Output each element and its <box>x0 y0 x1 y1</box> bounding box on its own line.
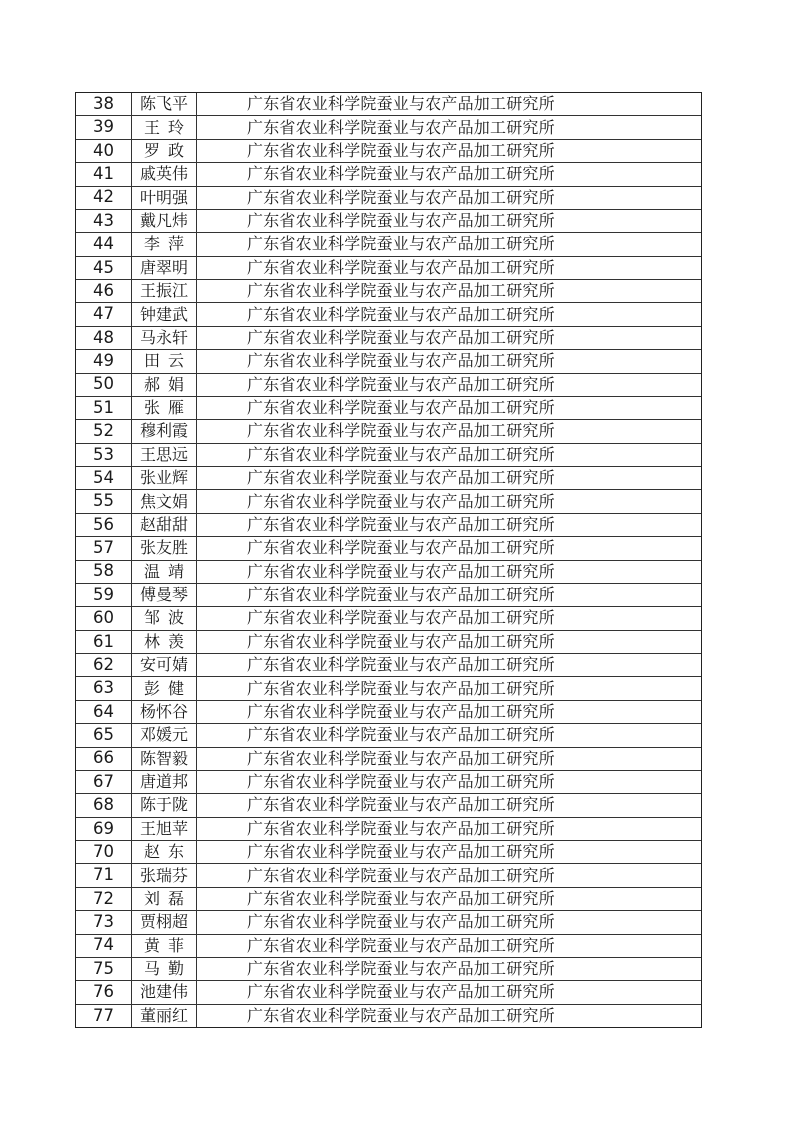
table-row <box>76 911 701 934</box>
row-number: 66 <box>76 748 132 770</box>
organization: 广东省农业科学院蚕业与农产品加工研究所 <box>247 234 555 254</box>
organization: 广东省农业科学院蚕业与农产品加工研究所 <box>247 912 555 932</box>
person-name: 贾栩超 <box>132 911 197 933</box>
organization: 广东省农业科学院蚕业与农产品加工研究所 <box>247 374 555 394</box>
person-name: 张友胜 <box>132 537 197 559</box>
row-number: 77 <box>76 1005 132 1027</box>
organization: 广东省农业科学院蚕业与农产品加工研究所 <box>247 304 555 324</box>
person-name: 林 羡 <box>132 631 197 653</box>
person-name: 张瑞芬 <box>132 864 197 886</box>
organization: 广东省农业科学院蚕业与农产品加工研究所 <box>247 281 555 301</box>
person-name: 王旭苹 <box>132 818 197 840</box>
organization: 广东省农业科学院蚕业与农产品加工研究所 <box>247 164 555 184</box>
organization: 广东省农业科学院蚕业与农产品加工研究所 <box>247 748 555 768</box>
organization: 广东省农业科学院蚕业与农产品加工研究所 <box>247 444 555 464</box>
table-row <box>76 374 701 397</box>
row-number: 54 <box>76 467 132 489</box>
row-number: 57 <box>76 537 132 559</box>
person-name: 张 雁 <box>132 397 197 419</box>
person-name: 钟建武 <box>132 303 197 325</box>
organization: 广东省农业科学院蚕业与农产品加工研究所 <box>247 772 555 792</box>
row-number: 71 <box>76 864 132 886</box>
organization: 广东省农业科学院蚕业与农产品加工研究所 <box>247 327 555 347</box>
row-number: 67 <box>76 771 132 793</box>
organization: 广东省农业科学院蚕业与农产品加工研究所 <box>247 725 555 745</box>
organization: 广东省农业科学院蚕业与农产品加工研究所 <box>247 117 555 137</box>
table-row <box>76 654 701 677</box>
row-number: 63 <box>76 677 132 699</box>
organization: 广东省农业科学院蚕业与农产品加工研究所 <box>247 398 555 418</box>
row-number: 59 <box>76 584 132 606</box>
organization: 广东省农业科学院蚕业与农产品加工研究所 <box>247 865 555 885</box>
organization: 广东省农业科学院蚕业与农产品加工研究所 <box>247 655 555 675</box>
row-number: 43 <box>76 210 132 232</box>
row-number: 46 <box>76 280 132 302</box>
organization: 广东省农业科学院蚕业与农产品加工研究所 <box>247 935 555 955</box>
person-name: 黄 菲 <box>132 935 197 957</box>
row-number: 73 <box>76 911 132 933</box>
roster-table <box>75 92 702 1028</box>
row-number: 69 <box>76 818 132 840</box>
organization: 广东省农业科学院蚕业与农产品加工研究所 <box>247 585 555 605</box>
person-name: 马 勤 <box>132 958 197 980</box>
row-number: 44 <box>76 233 132 255</box>
person-name: 叶明强 <box>132 187 197 209</box>
table-row <box>76 724 701 747</box>
row-number: 76 <box>76 981 132 1003</box>
row-number: 38 <box>76 93 132 115</box>
row-number: 60 <box>76 607 132 629</box>
table-row <box>76 607 701 630</box>
person-name: 马永轩 <box>132 327 197 349</box>
person-name: 董丽红 <box>132 1005 197 1027</box>
table-row <box>76 981 701 1004</box>
table-row <box>76 467 701 490</box>
row-number: 42 <box>76 187 132 209</box>
organization: 广东省农业科学院蚕业与农产品加工研究所 <box>247 678 555 698</box>
organization: 广东省农业科学院蚕业与农产品加工研究所 <box>247 982 555 1002</box>
person-name: 李 萍 <box>132 233 197 255</box>
person-name: 温 靖 <box>132 561 197 583</box>
table-row <box>76 537 701 560</box>
table-row <box>76 561 701 584</box>
organization: 广东省农业科学院蚕业与农产品加工研究所 <box>247 421 555 441</box>
table-row <box>76 93 701 116</box>
person-name: 王思远 <box>132 444 197 466</box>
organization: 广东省农业科学院蚕业与农产品加工研究所 <box>247 140 555 160</box>
table-row <box>76 257 701 280</box>
table-row <box>76 584 701 607</box>
person-name: 戴凡炜 <box>132 210 197 232</box>
organization: 广东省农业科学院蚕业与农产品加工研究所 <box>247 187 555 207</box>
organization: 广东省农业科学院蚕业与农产品加工研究所 <box>247 795 555 815</box>
person-name: 焦文娟 <box>132 490 197 512</box>
organization: 广东省农业科学院蚕业与农产品加工研究所 <box>247 818 555 838</box>
table-row <box>76 701 701 724</box>
person-name: 赵 东 <box>132 841 197 863</box>
table-row <box>76 771 701 794</box>
table-row <box>76 140 701 163</box>
table-row <box>76 935 701 958</box>
table-row <box>76 420 701 443</box>
organization: 广东省农业科学院蚕业与农产品加工研究所 <box>247 491 555 511</box>
table-row <box>76 958 701 981</box>
person-name: 郝 娟 <box>132 374 197 396</box>
row-number: 61 <box>76 631 132 653</box>
organization: 广东省农业科学院蚕业与农产品加工研究所 <box>247 959 555 979</box>
person-name: 池建伟 <box>132 981 197 1003</box>
row-number: 41 <box>76 163 132 185</box>
table-row <box>76 514 701 537</box>
row-number: 47 <box>76 303 132 325</box>
table-row <box>76 888 701 911</box>
table-row <box>76 187 701 210</box>
row-number: 48 <box>76 327 132 349</box>
person-name: 邓媛元 <box>132 724 197 746</box>
person-name: 田 云 <box>132 350 197 372</box>
organization: 广东省农业科学院蚕业与农产品加工研究所 <box>247 631 555 651</box>
row-number: 51 <box>76 397 132 419</box>
row-number: 45 <box>76 257 132 279</box>
table-row <box>76 748 701 771</box>
row-number: 58 <box>76 561 132 583</box>
organization: 广东省农业科学院蚕业与农产品加工研究所 <box>247 701 555 721</box>
table-row <box>76 818 701 841</box>
table-row <box>76 794 701 817</box>
table-row <box>76 303 701 326</box>
table-row <box>76 163 701 186</box>
row-number: 68 <box>76 794 132 816</box>
table-row <box>76 327 701 350</box>
person-name: 穆利霞 <box>132 420 197 442</box>
person-name: 唐道邦 <box>132 771 197 793</box>
row-number: 53 <box>76 444 132 466</box>
person-name: 陈智毅 <box>132 748 197 770</box>
person-name: 戚英伟 <box>132 163 197 185</box>
row-number: 49 <box>76 350 132 372</box>
person-name: 安可婧 <box>132 654 197 676</box>
row-number: 65 <box>76 724 132 746</box>
person-name: 罗 政 <box>132 140 197 162</box>
table-row <box>76 864 701 887</box>
table-row <box>76 677 701 700</box>
person-name: 张业辉 <box>132 467 197 489</box>
table-row <box>76 233 701 256</box>
person-name: 刘 磊 <box>132 888 197 910</box>
table-row <box>76 444 701 467</box>
table-row <box>76 1005 701 1027</box>
organization: 广东省农业科学院蚕业与农产品加工研究所 <box>247 211 555 231</box>
row-number: 70 <box>76 841 132 863</box>
organization: 广东省农业科学院蚕业与农产品加工研究所 <box>247 94 555 114</box>
row-number: 64 <box>76 701 132 723</box>
organization: 广东省农业科学院蚕业与农产品加工研究所 <box>247 351 555 371</box>
person-name: 陈于陇 <box>132 794 197 816</box>
row-number: 50 <box>76 374 132 396</box>
organization: 广东省农业科学院蚕业与农产品加工研究所 <box>247 888 555 908</box>
row-number: 40 <box>76 140 132 162</box>
row-number: 74 <box>76 935 132 957</box>
organization: 广东省农业科学院蚕业与农产品加工研究所 <box>247 842 555 862</box>
row-number: 75 <box>76 958 132 980</box>
row-number: 39 <box>76 116 132 138</box>
organization: 广东省农业科学院蚕业与农产品加工研究所 <box>247 561 555 581</box>
table-row <box>76 490 701 513</box>
row-number: 56 <box>76 514 132 536</box>
organization: 广东省农业科学院蚕业与农产品加工研究所 <box>247 514 555 534</box>
table-row <box>76 841 701 864</box>
organization: 广东省农业科学院蚕业与农产品加工研究所 <box>247 257 555 277</box>
row-number: 52 <box>76 420 132 442</box>
organization: 广东省农业科学院蚕业与农产品加工研究所 <box>247 1005 555 1025</box>
organization: 广东省农业科学院蚕业与农产品加工研究所 <box>247 608 555 628</box>
row-number: 62 <box>76 654 132 676</box>
table-row <box>76 280 701 303</box>
organization: 广东省农业科学院蚕业与农产品加工研究所 <box>247 538 555 558</box>
person-name: 赵甜甜 <box>132 514 197 536</box>
person-name: 王振江 <box>132 280 197 302</box>
table-row <box>76 631 701 654</box>
row-number: 72 <box>76 888 132 910</box>
person-name: 唐翠明 <box>132 257 197 279</box>
table-row <box>76 116 701 139</box>
person-name: 傅曼琴 <box>132 584 197 606</box>
person-name: 王 玲 <box>132 116 197 138</box>
person-name: 邹 波 <box>132 607 197 629</box>
organization: 广东省农业科学院蚕业与农产品加工研究所 <box>247 468 555 488</box>
table-row <box>76 210 701 233</box>
row-number: 55 <box>76 490 132 512</box>
table-row <box>76 350 701 373</box>
person-name: 彭 健 <box>132 677 197 699</box>
person-name: 陈飞平 <box>132 93 197 115</box>
table-row <box>76 397 701 420</box>
person-name: 杨怀谷 <box>132 701 197 723</box>
